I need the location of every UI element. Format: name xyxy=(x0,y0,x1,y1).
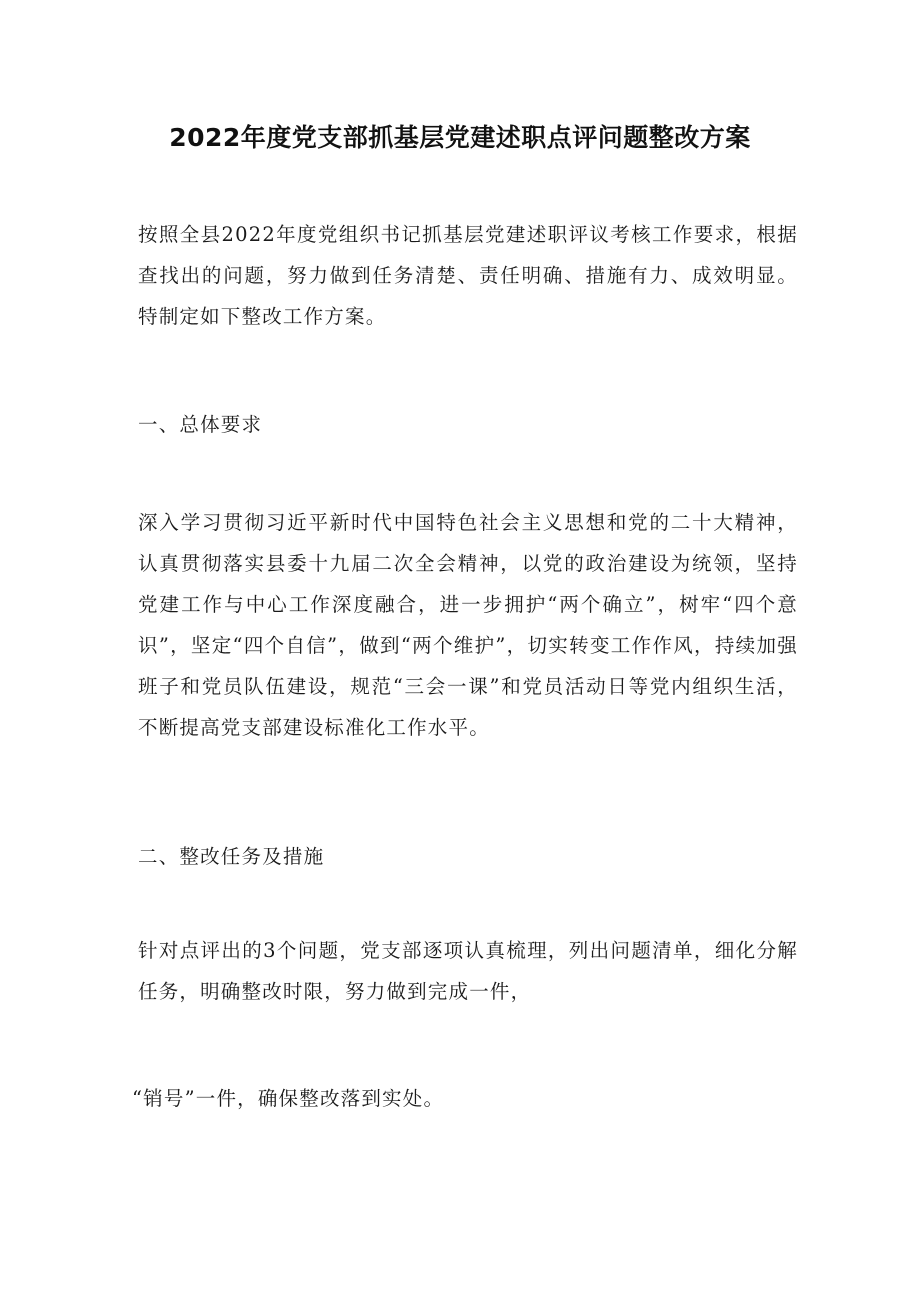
rectification-tasks-continuation: “销号”一件，确保整改落到实处。 xyxy=(132,1087,445,1110)
rectification-tasks-paragraph: 针对点评出的3个问题，党支部逐项认真梳理，列出问题清单，细化分解任务，明确整改时限，努力做到完成一件， xyxy=(138,939,798,1003)
document-title: 2022年度党支部抓基层党建述职点评问题整改方案 xyxy=(169,123,751,152)
section-heading-general-requirements: 一、总体要求 xyxy=(138,413,263,436)
intro-paragraph: 按照全县2022年度党组织书记抓基层党建述职评议考核工作要求，根据查找出的问题，努力做到任务清楚、责任明确、措施有力、成效明显。特制定如下整改工作方案。 xyxy=(138,223,798,328)
section-heading-rectification-tasks: 二、整改任务及措施 xyxy=(138,845,325,868)
general-requirements-paragraph: 深入学习贯彻习近平新时代中国特色社会主义思想和党的二十大精神，认真贯彻落实县委十九届二次全会精神，以党的政治建设为统领，坚持党建工作与中心工作深度融合，进一步拥护“两个确立”，树牢“四个意识”，坚定“四个自信”，做到“两个维护”，切实转变工作作风，持续加强班子和党员队伍建设，规范“三会一课”和党员活动日等党内组织生活，不断提高党支部建设标准化工作水平。 xyxy=(138,511,798,739)
